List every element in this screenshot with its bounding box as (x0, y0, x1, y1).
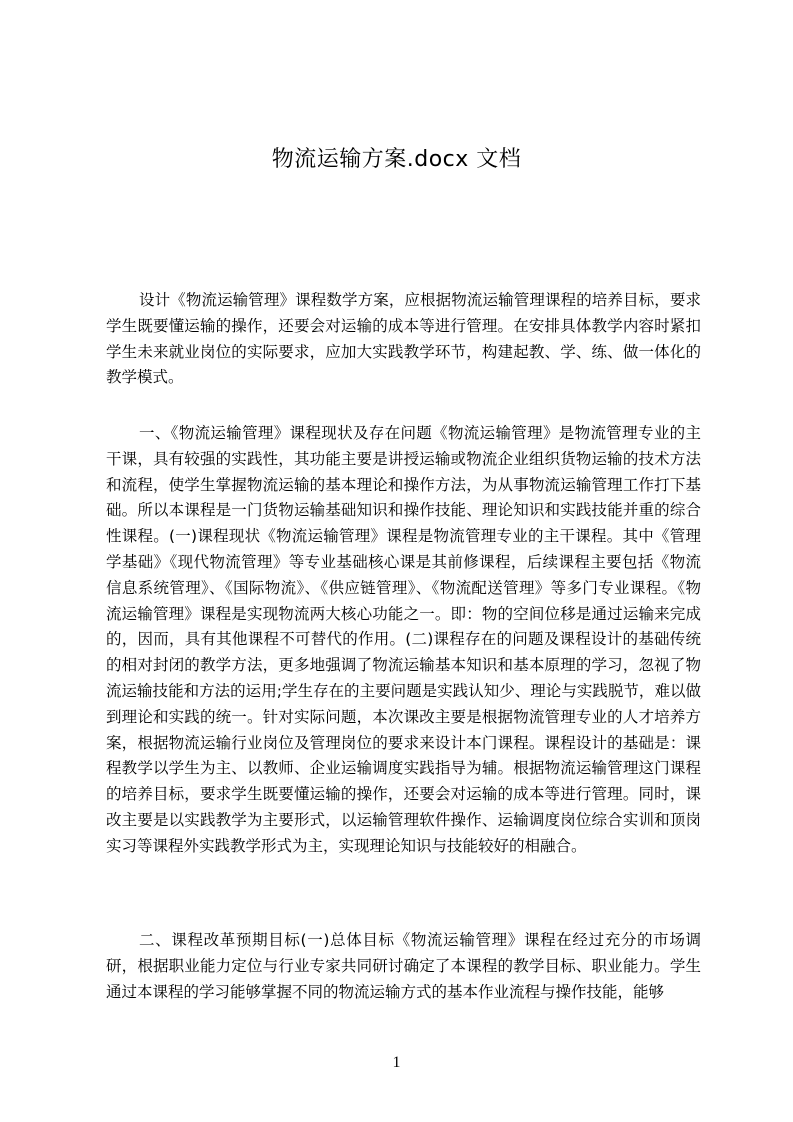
page-number: 1 (392, 1054, 401, 1071)
paragraph-section-2: 二、课程改革预期目标(一)总体目标《物流运输管理》课程在经过充分的市场调研，根据职业能力定位与行业专家共同研讨确定了本课程的教学目标、职业能力。学生通过本课程的学习能够掌握不同的物流运输方式的基本作业流程与操作技能，能够 (106, 931, 701, 1001)
paragraph-intro: 设计《物流运输管理》课程数学方案，应根据物流运输管理课程的培养目标，要求学生既要懂运输的操作，还要会对运输的成本等进行管理。在安排具体教学内容时紧扣学生未来就业岗位的实际要求，应加大实践教学环节，构建起教、学、练、做一体化的教学模式。 (106, 291, 701, 387)
document-title: 物流运输方案.docx 文档 (271, 147, 522, 172)
paragraph-section-1: 一、《物流运输管理》课程现状及存在问题《物流运输管理》是物流管理专业的主干课，具有较强的实践性，其功能主要是讲授运输或物流企业组织货物运输的技术方法和流程，使学生掌握物流运输的基本理论和操作方法，为从事物流运输管理工作打下基础。所以本课程是一门货物运输基础知识和操作技能、理论知识和实践技能并重的综合性课程。(一)课程现状《物流运输管理》课程是物流管理专业的主干课程。其中《管理学基础》《现代物流管理》等专业基础核心课是其前修课程，后续课程主要包括《物流信息系统管理》、《国际物流》、《供应链管理》、《物流配送管理》等多门专业课程。《物流运输管理》课程是实现物流两大核心功能之一。即：物的空间位移是通过运输来完成的，因而，具有其他课程不可替代的作用。(二)课程存在的问题及课程设计的基础传统的相对封闭的教学方法，更多地强调了物流运输基本知识和基本原理的学习，忽视了物流运输技能和方法的运用;学生存在的主要问题是实践认知少、理论与实践脱节，难以做到理论和实践的统一。针对实际问题，本次课改主要是根据物流管理专业的人才培养方案，根据物流运输行业岗位及管理岗位的要求来设计本门课程。课程设计的基础是：课程教学以学生为主、以教师、企业运输调度实践指导为辅。根据物流运输管理这门课程的培养目标，要求学生既要懂运输的操作，还要会对运输的成本等进行管理。同时，课改主要是以实践教学为主要形式，以运输管理软件操作、运输调度岗位综合实训和顶岗实习等课程外实践教学形式为主，实现理论知识与技能较好的相融合。 (106, 424, 701, 855)
